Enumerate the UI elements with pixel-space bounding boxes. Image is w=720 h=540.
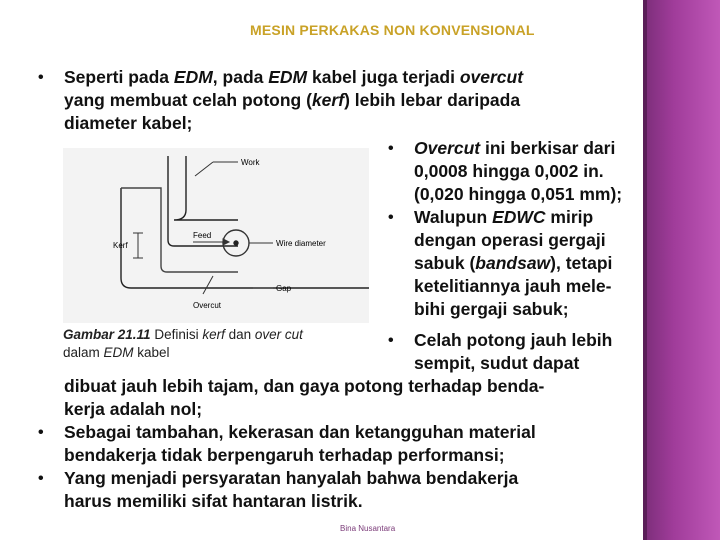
label-feed: Feed [193, 231, 212, 240]
bullet5-line2: harus memiliki sifat hantaran listrik. [64, 491, 363, 511]
slide-title: MESIN PERKAKAS NON KONVENSIONAL [250, 22, 535, 38]
bullet-icon: • [38, 69, 44, 86]
continuation-line1: dibuat jauh lebih tajam, dan gaya potong terhadap benda- [64, 376, 545, 396]
edwc-line1: Walupun EDWC mirip [414, 207, 594, 227]
kerf-narrow-line1: Celah potong jauh lebih [414, 330, 613, 350]
bullet4-line1: Sebagai tambahan, kekerasan dan ketangguhan material [64, 422, 536, 442]
edwc-line4: ketelitiannya jauh mele- [414, 276, 612, 296]
figure-caption: Gambar 21.11 Definisi kerf dan over cut dalam EDM kabel [63, 327, 303, 360]
bullet-icon: • [388, 140, 394, 157]
edwc-line5: bihi gergaji sabuk; [414, 299, 569, 319]
bullet1-line2: yang membuat celah potong (kerf) lebih lebar daripada [64, 90, 521, 110]
bullet-icon: • [388, 209, 394, 226]
label-work: Work [241, 158, 260, 167]
overcut-line2: 0,0008 hingga 0,002 in. [414, 161, 604, 181]
bullet1-line1: Seperti pada EDM, pada EDM kabel juga terjadi overcut [64, 67, 524, 87]
bullet-icon: • [388, 332, 394, 349]
continuation-line2: kerja adalah nol; [64, 399, 203, 419]
label-gap: Gap [276, 284, 292, 293]
bullet4-line2: bendakerja tidak berpengaruh terhadap performansi; [64, 445, 505, 465]
kerf-diagram [63, 148, 369, 323]
bullet-icon: • [38, 424, 44, 441]
label-overcut: Overcut [193, 301, 222, 310]
edwc-line3: sabuk (bandsaw), tetapi [414, 253, 613, 273]
label-wire-diameter: Wire diameter [276, 239, 326, 248]
kerf-narrow-line2: sempit, sudut dapat [414, 353, 580, 373]
overcut-line3: (0,020 hingga 0,051 mm); [414, 184, 623, 204]
footer-text: Bina Nusantara [340, 524, 396, 533]
bullet-icon: • [38, 470, 44, 487]
bullet5-line1: Yang menjadi persyaratan hanyalah bahwa bendakerja [64, 468, 519, 488]
overcut-line1: Overcut ini berkisar dari [414, 138, 616, 158]
sidebar-edge [643, 0, 647, 540]
edwc-line2: dengan operasi gergaji [414, 230, 606, 250]
bullet1-line3: diameter kabel; [64, 113, 193, 133]
decorative-sidebar [643, 0, 720, 540]
label-kerf: Kerf [113, 241, 128, 250]
